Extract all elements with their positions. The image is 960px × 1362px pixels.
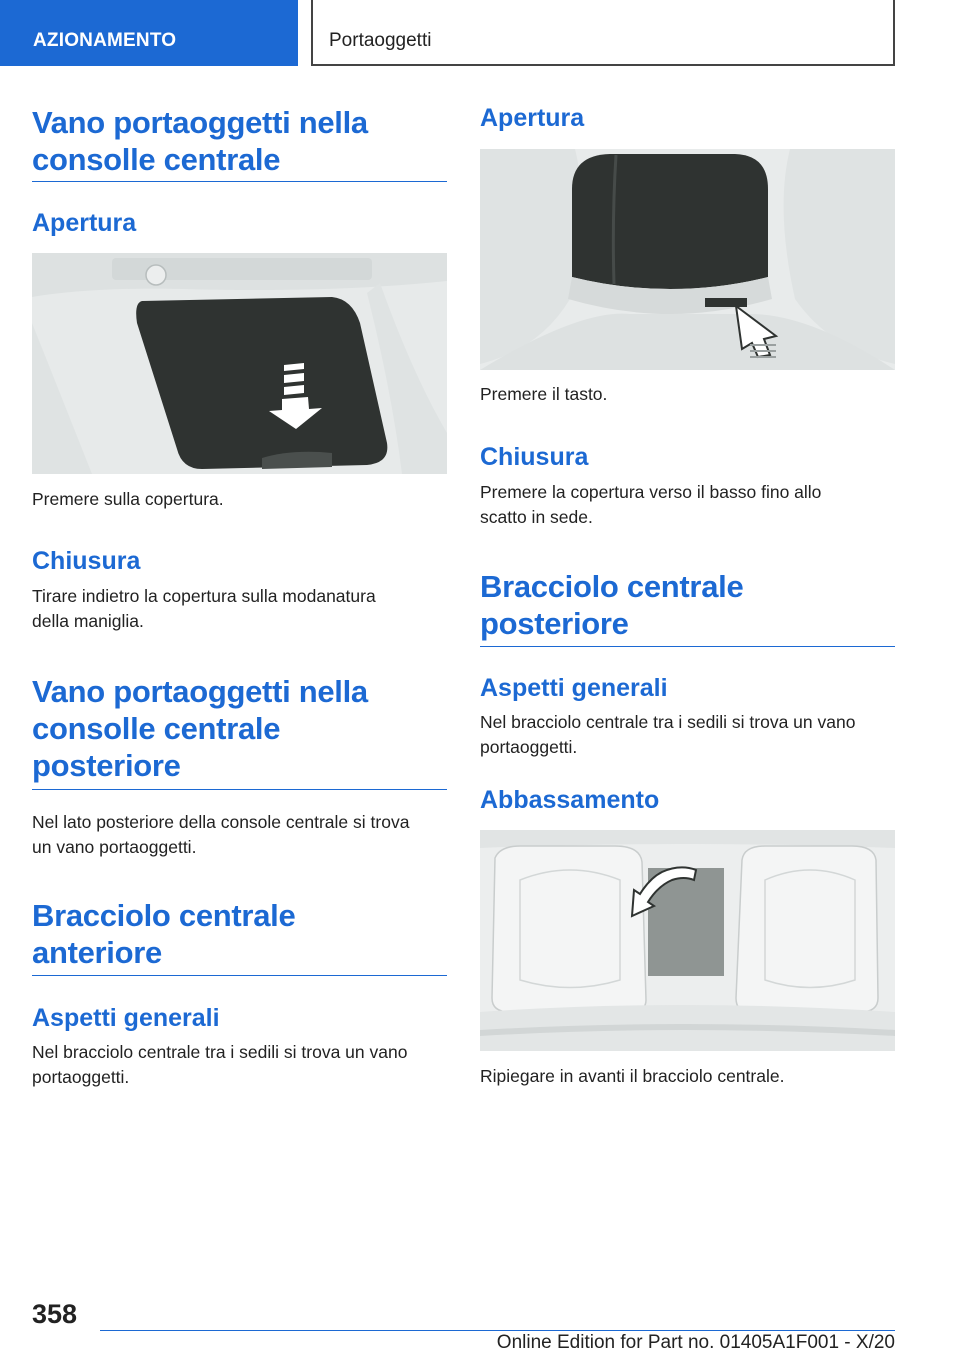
subheading-aspetti-generali: Aspetti generali	[480, 674, 668, 702]
armrest-button-illustration	[480, 149, 895, 370]
paragraph-aspetti-generali: Nel bracciolo centrale tra i sedili si trova un vano portaoggetti.	[32, 1042, 408, 1087]
heading-front-armrest: Bracciolo centrale anteriore	[32, 898, 296, 970]
chapter-tab: Portaoggetti	[311, 0, 895, 66]
subheading-chiusura: Chiusura	[32, 547, 141, 575]
caption-abbassamento: Ripiegare in avanti il bracciolo centrale.	[480, 1066, 785, 1086]
subheading-apertura: Apertura	[32, 209, 137, 237]
footer-rule	[100, 1330, 895, 1331]
caption-apertura: Premere il tasto.	[480, 384, 608, 404]
heading-console-storage: Vano portaoggetti nella consolle centrale	[32, 105, 368, 177]
heading-rule	[480, 646, 895, 647]
subheading-abbassamento: Abbassamento	[480, 786, 660, 814]
caption-apertura: Premere sulla copertura.	[32, 489, 224, 509]
console-cover-illustration	[32, 253, 447, 474]
figure-console-cover	[32, 253, 447, 474]
subheading-aspetti-generali: Aspetti generali	[32, 1004, 220, 1032]
page-number: 358	[32, 1299, 78, 1329]
rear-armrest-illustration	[480, 830, 895, 1051]
paragraph-aspetti-generali: Nel bracciolo centrale tra i sedili si trova un vano portaoggetti.	[480, 712, 856, 757]
paragraph-chiusura: Premere la copertura verso il basso fino allo scatto in sede.	[480, 482, 822, 527]
heading-rear-console-storage: Vano portaoggetti nella consolle centrale posteriore	[32, 674, 368, 783]
section-tab: AZIONAMENTO	[0, 0, 298, 66]
paragraph-rear-console: Nel lato posteriore della console centrale si trova un vano portaoggetti.	[32, 812, 410, 857]
heading-rule	[32, 789, 447, 790]
subheading-chiusura: Chiusura	[480, 443, 589, 471]
heading-rule	[32, 975, 447, 976]
heading-rear-armrest: Bracciolo centrale posteriore	[480, 569, 744, 641]
heading-rule	[32, 181, 447, 182]
figure-rear-armrest	[480, 830, 895, 1051]
footer-edition: Online Edition for Part no. 01405A1F001 - X/20	[496, 1332, 895, 1353]
subheading-apertura: Apertura	[480, 104, 585, 132]
page-header	[0, 0, 960, 66]
figure-armrest-button	[480, 149, 895, 370]
paragraph-chiusura: Tirare indietro la copertura sulla modanatura della maniglia.	[32, 586, 376, 631]
